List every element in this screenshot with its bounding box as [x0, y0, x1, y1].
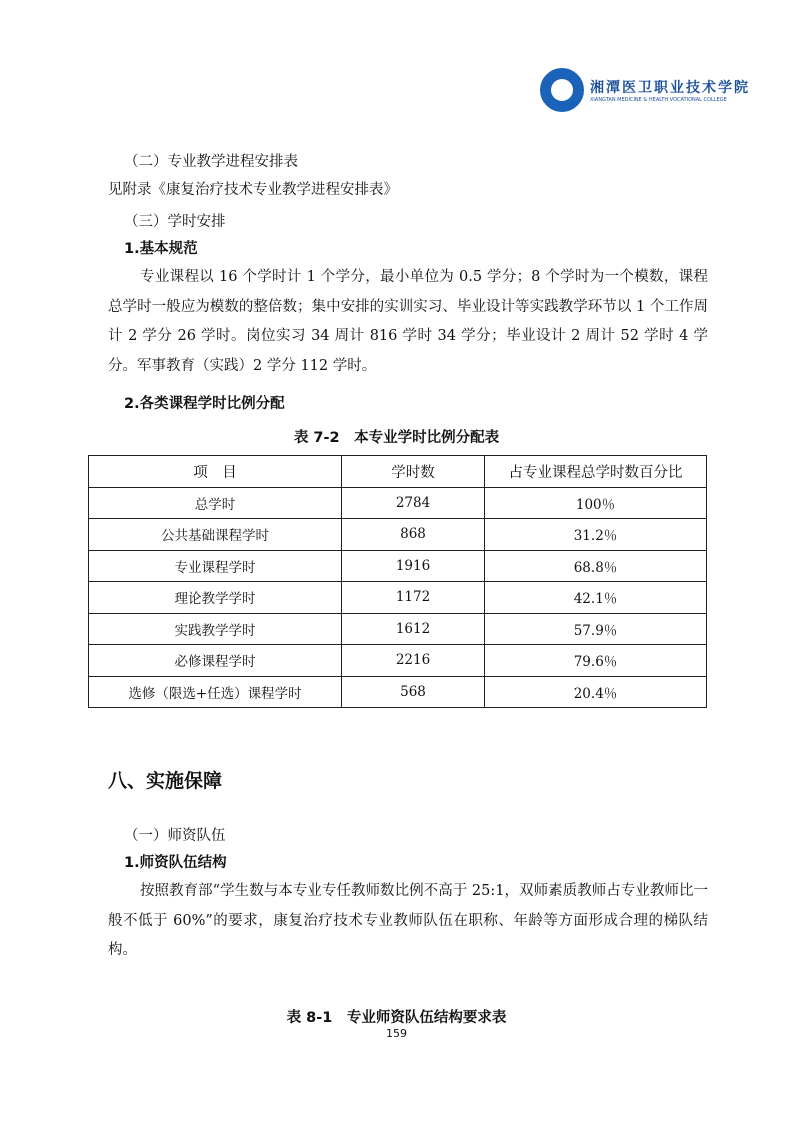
table-row — [89, 676, 707, 708]
subsection-heading: 1.师资队伍结构 — [124, 855, 227, 871]
cell-item: 专业课程学时 — [89, 550, 342, 582]
column-header: 学时数 — [342, 456, 485, 488]
cell-percent: 68.8％ — [485, 550, 707, 582]
table-row — [89, 519, 707, 551]
body-text: 见附录《康复治疗技术专业教学进程安排表》 — [108, 182, 398, 198]
cell-hours: 568 — [342, 676, 485, 708]
college-seal-icon — [540, 68, 584, 112]
subsection-heading: 1.基本规范 — [124, 241, 198, 257]
cell-percent: 42.1％ — [485, 582, 707, 614]
cell-hours: 1612 — [342, 613, 485, 645]
cell-percent: 31.2％ — [485, 519, 707, 551]
chapter-heading: 八、实施保障 — [108, 770, 223, 792]
table-row — [89, 645, 707, 677]
cell-hours: 2784 — [342, 487, 485, 519]
logo-name-cn: 湘潭医卫职业技术学院 — [590, 80, 750, 96]
cell-item: 必修课程学时 — [89, 645, 342, 677]
cell-item: 实践教学学时 — [89, 613, 342, 645]
section-heading: （二）专业教学进程安排表 — [124, 154, 298, 170]
cell-percent: 100％ — [485, 487, 707, 519]
cell-item: 理论教学学时 — [89, 582, 342, 614]
subsection-heading: 2.各类课程学时比例分配 — [124, 396, 285, 412]
table-header-row — [89, 456, 707, 488]
cell-hours: 868 — [342, 519, 485, 551]
logo-name-en: XIANGTAN MEDICINE & HEALTH VOCATIONAL COLLEGE — [590, 97, 727, 103]
cell-hours: 1916 — [342, 550, 485, 582]
cell-hours: 1172 — [342, 582, 485, 614]
section-heading: （一）师资队伍 — [124, 828, 226, 844]
table-row — [89, 487, 707, 519]
body-paragraph: 按照教育部“学生数与本专业专任教师数比例不高于 25:1，双师素质教师占专业教师比一般不低于 60%”的要求，康复治疗技术专业教师队伍在职称、年龄等方面形成合理的梯队结构。 — [108, 883, 708, 958]
body-paragraph: 专业课程以 16 个学时计 1 个学分，最小单位为 0.5 学分；8 个学时为一个模数，课程总学时一般应为模数的整倍数；集中安排的实训实习、毕业设计等实践教学环节以 1 个工作周计 2 学分 26 学时。岗位实习 34 周计 816 学时 34 学分；毕业设计 2 周计 52 学时 4 学分。军事教育（实践）2 学分 112 学时。 — [108, 269, 708, 374]
column-header: 占专业课程总学时数百分比 — [485, 456, 707, 488]
cell-item: 总学时 — [89, 487, 342, 519]
table-caption: 表 8-1 专业师资队伍结构要求表 — [286, 1010, 507, 1026]
cell-percent: 79.6％ — [485, 645, 707, 677]
section-heading: （三）学时安排 — [124, 214, 226, 230]
page-number: 159 — [386, 1027, 407, 1040]
cell-hours: 2216 — [342, 645, 485, 677]
college-logo — [540, 68, 750, 112]
table-caption: 表 7-2 本专业学时比例分配表 — [293, 430, 500, 446]
table-row — [89, 582, 707, 614]
hours-ratio-table — [88, 455, 707, 708]
cell-percent: 57.9％ — [485, 613, 707, 645]
column-header: 项 目 — [89, 456, 342, 488]
cell-percent: 20.4％ — [485, 676, 707, 708]
cell-item: 公共基础课程学时 — [89, 519, 342, 551]
table-row — [89, 613, 707, 645]
cell-item: 选修（限选+任选）课程学时 — [89, 676, 342, 708]
table-row — [89, 550, 707, 582]
